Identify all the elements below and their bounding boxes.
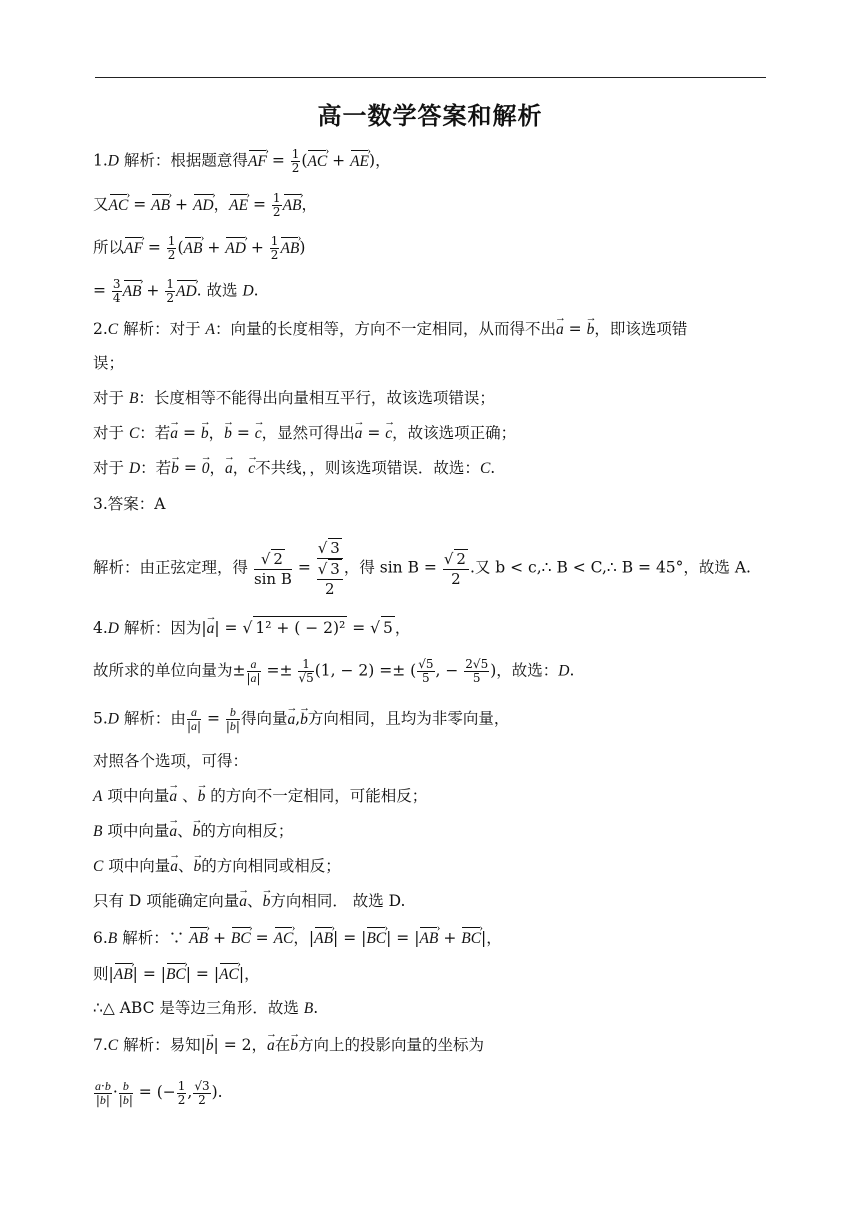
q2-line-3: 对于 B：长度相等不能得出向量相互平行，故该选项错误； (93, 389, 495, 407)
q3-line-1: 3.答案：A (93, 495, 166, 513)
q2-line-2: 误； (93, 354, 125, 372)
q4-line-1: 4.D 解析：因为|a →| = √ 1² + ( − 2)² = √ 5 ， (93, 616, 768, 640)
q3-line-2: 解析：由正弦定理，得 $\frac{√ 2}{\text{sin B}}$ = √ 3 √ 3 2 ，得 sin B = $\frac{√ 2}{2}$ .又 b < c,∴ B < C,∴ B = 45°，故选 A. (93, 539, 751, 598)
q7-line-1: 7.C 解析：易知|b →| = 2，a →在b →方向上的投影向量的坐标为 (93, 1034, 768, 1057)
q7-line-2: $\frac{a\cdot b}{|b|}$ · $\frac{b}{|b|}$ = (− $\frac{1}{2}$ , $\frac{√3}{2}$ ). (95, 1078, 223, 1107)
q2-line-1: 2.C 解析：对于 A：向量的长度相等，方向不一定相同，从而得不出a → = b →，即该选项错 (93, 318, 768, 341)
q2-line-4: 对于 C：若a → = b →，b → = c →，显然可得出a → = c →，故该选项正确； (93, 422, 768, 445)
q5-line-6: 只有 D 项能确定向量a →、b →方向相同． 故选 D. (93, 890, 768, 913)
page-title: 高一数学答案和解析 (317, 102, 543, 130)
q5-line-4: B 项中向量a →、b →的方向相反； (93, 820, 768, 843)
q1-line-4: = $\frac{3}{4}$ AB › + $\frac{1}{2}$ AD ›. 故选 D. (93, 278, 768, 305)
q1-line-2: 又AC › = AB › + AD ›，AE › = $\frac{1}{2}$ AB ›， (93, 192, 768, 219)
q2-line-5: 对于 D：若b → = 0 →，a →，c →不共线，，则该选项错误．故选：C. (93, 457, 768, 480)
q6-line-2: 则|AB ›| = |BC ›| = |AC ›|， (93, 962, 768, 986)
q1-line-3: 所以AF › = $\frac{1}{2}$ (AB › + AD › + $\frac{1}{2}$ AB ›) (93, 235, 768, 262)
q4-line-2: 故所求的单位向量为± $\frac{a}{|a|}$ =± $\frac{1}{√5}$ (1, − 2) =± ( $\frac{√5}{5}$ , − $\frac{2√5}{5}$ )，故选：D. (93, 657, 575, 685)
q5-line-3: A 项中向量a → 、b → 的方向不一定相同，可能相反； (93, 785, 768, 808)
q5-line-2: 对照各个选项，可得： (93, 752, 249, 770)
q5-line-1: 5.D 解析：由 $\frac{a}{|a|}$ = $\frac{b}{|b|}$ 得向量a →,b →方向相同，且均为非零向量， (93, 706, 768, 733)
q6-line-1: 6.B 解析：∵ AB › + BC › = AC ›，|AB ›| = |BC ›| = |AB › + BC ›|， (93, 926, 768, 950)
q1-line-1: 1.D 解析：根据题意得AF › = $\frac{1}{2}$ (AC › + AE ›)， (93, 148, 768, 175)
q6-line-3: ∴△ ABC 是等边三角形．故选 B. (93, 999, 319, 1017)
header-rule (95, 77, 766, 78)
q5-line-5: C 项中向量a →、b →的方向相同或相反； (93, 855, 768, 878)
